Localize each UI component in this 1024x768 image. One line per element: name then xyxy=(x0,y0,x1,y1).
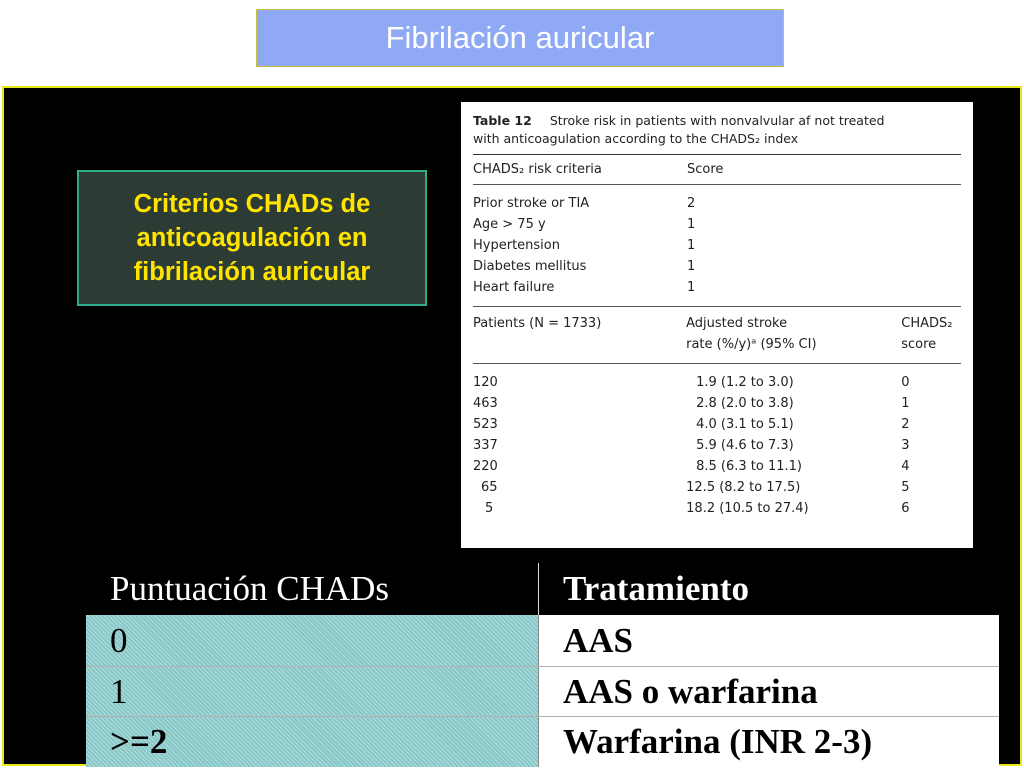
treatment-cell: Warfarina (INR 2-3) xyxy=(538,717,999,767)
caption-line-1: Stroke risk in patients with nonvalvular af not treated xyxy=(549,113,885,128)
criteria-line-3: fibrilación auricular xyxy=(133,258,371,286)
score-cell: 0 xyxy=(86,615,538,666)
criteria-line-2: anticoagulación en xyxy=(136,224,368,252)
patients-header: Patients (N = 1733) xyxy=(473,316,602,331)
criteria-row xyxy=(473,256,961,277)
criteria-name: Diabetes mellitus xyxy=(473,259,587,274)
criteria-text xyxy=(134,187,371,289)
table-row xyxy=(86,666,999,717)
stroke-rate: 8.5 (6.3 to 11.1) xyxy=(696,459,802,474)
patients-count: 463 xyxy=(473,396,498,411)
table-row xyxy=(473,456,961,477)
table-row xyxy=(473,372,961,393)
chads-score: 5 xyxy=(901,480,910,495)
treatment-table xyxy=(86,563,999,766)
patients-header-row xyxy=(473,313,961,355)
criteria-name: Hypertension xyxy=(473,238,560,253)
table-caption xyxy=(473,112,961,148)
treatment-column-header: Tratamiento xyxy=(538,563,999,615)
table-rule xyxy=(473,154,961,155)
table-row xyxy=(86,615,999,666)
table-row xyxy=(473,393,961,414)
table-rule xyxy=(473,184,961,185)
table-row xyxy=(473,477,961,498)
patients-count: 5 xyxy=(485,501,494,516)
table-label: Table 12 xyxy=(473,113,532,128)
stroke-risk-table xyxy=(461,102,973,548)
criteria-score: 1 xyxy=(687,238,696,253)
patients-count: 120 xyxy=(473,375,498,390)
table-row xyxy=(473,498,961,519)
stroke-rate: 4.0 (3.1 to 5.1) xyxy=(696,417,794,432)
chads-score: 0 xyxy=(901,375,910,390)
patients-list xyxy=(473,372,961,519)
criteria-row xyxy=(473,193,961,214)
score-cell: >=2 xyxy=(86,717,538,767)
table-rule xyxy=(473,306,961,307)
criteria-row xyxy=(473,235,961,256)
chads-header xyxy=(901,313,961,355)
criteria-score: 1 xyxy=(687,280,696,295)
treatment-cell: AAS o warfarina xyxy=(538,667,999,717)
criteria-score: 2 xyxy=(687,196,696,211)
stroke-rate: 2.8 (2.0 to 3.8) xyxy=(696,396,794,411)
criteria-box xyxy=(77,170,427,306)
score-column-header: Puntuación CHADs xyxy=(86,563,538,615)
chads-score: 4 xyxy=(901,459,910,474)
rate-header-line-2: rate (%/y)ᵃ (95% CI) xyxy=(686,337,817,352)
criteria-row xyxy=(473,277,961,298)
patients-count: 523 xyxy=(473,417,498,432)
treatment-header-row xyxy=(86,563,999,615)
criteria-name: Age > 75 y xyxy=(473,217,546,232)
table-rule xyxy=(473,363,961,364)
treatment-cell: AAS xyxy=(538,615,999,666)
chads-score: 2 xyxy=(901,417,910,432)
rate-header xyxy=(686,313,901,355)
stroke-rate: 5.9 (4.6 to 7.3) xyxy=(696,438,794,453)
chads-score: 3 xyxy=(901,438,910,453)
criteria-score: 1 xyxy=(687,217,696,232)
table-row xyxy=(473,414,961,435)
chads-score: 6 xyxy=(901,501,910,516)
table-row xyxy=(473,435,961,456)
criteria-name: Prior stroke or TIA xyxy=(473,196,590,211)
slide-title: Fibrilación auricular xyxy=(256,9,784,67)
chads-score: 1 xyxy=(901,396,910,411)
criteria-row xyxy=(473,214,961,235)
stroke-rate: 18.2 (10.5 to 27.4) xyxy=(686,501,809,516)
criteria-line-1: Criterios CHADs de xyxy=(133,190,371,218)
patients-count: 337 xyxy=(473,438,498,453)
caption-line-2: with anticoagulation according to the CHADS₂ index xyxy=(473,131,799,146)
score-header: Score xyxy=(687,162,724,177)
chads-header-line-2: score xyxy=(901,337,937,352)
score-cell: 1 xyxy=(86,667,538,717)
criteria-name: Heart failure xyxy=(473,280,555,295)
criteria-header-row xyxy=(473,159,961,180)
criteria-list xyxy=(473,193,961,298)
rate-header-line-1: Adjusted stroke xyxy=(686,316,788,331)
criteria-header: CHADS₂ risk criteria xyxy=(473,162,602,177)
stroke-rate: 1.9 (1.2 to 3.0) xyxy=(696,375,794,390)
chads-header-line-1: CHADS₂ xyxy=(901,316,953,331)
criteria-score: 1 xyxy=(687,259,696,274)
table-row xyxy=(86,716,999,767)
patients-count: 65 xyxy=(481,480,498,495)
stroke-rate: 12.5 (8.2 to 17.5) xyxy=(686,480,801,495)
patients-count: 220 xyxy=(473,459,498,474)
